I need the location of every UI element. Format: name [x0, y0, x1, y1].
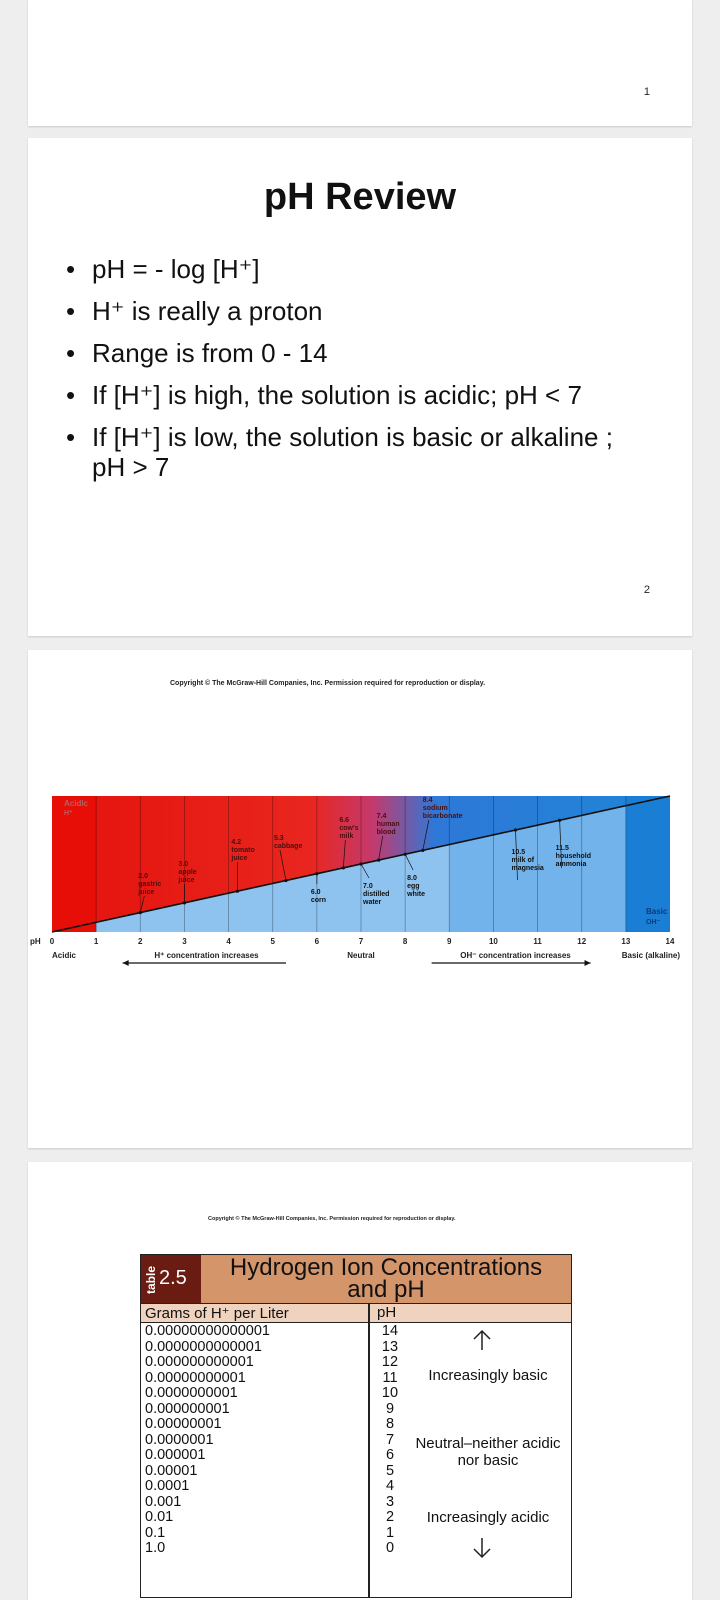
substance-ph-value: 4.2 — [231, 839, 242, 846]
column-header-ph: pH — [377, 1304, 397, 1321]
substance-name: milk of — [511, 857, 535, 864]
grams-column — [145, 1324, 270, 1557]
table-cell-ph: 13 — [381, 1338, 399, 1355]
copyright-notice: Copyright © The McGraw-Hill Companies, Inc. Permission required for reproduction or display. — [208, 1216, 456, 1222]
acidic-corner-label: Acidic — [64, 799, 89, 808]
table-cell-grams: 0.0001 — [145, 1478, 190, 1494]
column-divider — [368, 1304, 370, 1597]
page-3 — [28, 650, 692, 1148]
basic-corner-label: Basic — [646, 907, 668, 916]
substance-name: water — [363, 899, 382, 906]
table-cell-ph: 4 — [385, 1478, 395, 1494]
substance-ph-value: 2.0 — [138, 873, 149, 880]
table-cell-grams: 0.0000000000001 — [145, 1338, 262, 1355]
table-cell-ph: 3 — [385, 1493, 395, 1510]
page-2 — [28, 138, 692, 636]
up-arrow-icon — [472, 1329, 492, 1351]
slide-title: pH Review — [263, 176, 457, 218]
ph-scale-diagram — [28, 780, 692, 1120]
down-arrow-icon — [472, 1537, 492, 1559]
table-cell-ph: 10 — [381, 1385, 399, 1401]
ph-table — [140, 1254, 572, 1598]
table-cell-ph: 5 — [385, 1462, 395, 1479]
substance-name: cabbage — [273, 843, 303, 850]
ph-axis-label: pH — [30, 937, 41, 946]
table-cell-grams: 0.1 — [145, 1524, 166, 1541]
table-cell-ph: 14 — [381, 1323, 399, 1339]
table-cell-grams: 0.00000000001 — [145, 1369, 246, 1386]
oh-increase-label: OH⁻ concentration increases — [460, 951, 571, 960]
substance-ph-value: 8.4 — [422, 797, 433, 804]
note-increasingly-acidic: Increasingly acidic — [426, 1509, 550, 1526]
arrow-left-head-icon — [123, 960, 129, 966]
ph-column — [373, 1324, 407, 1557]
table-cell-ph: 11 — [382, 1369, 398, 1386]
table-cell-grams: 0.00000000000001 — [145, 1323, 270, 1339]
bottom-neutral-label: Neutral — [347, 951, 375, 960]
page-number: 1 — [643, 86, 650, 98]
substance-name: magnesia — [511, 865, 544, 872]
table-cell-grams: 0.0000001 — [145, 1431, 214, 1448]
table-cell-grams: 0.01 — [145, 1509, 174, 1525]
arrow-right-head-icon — [585, 960, 591, 966]
bullet-item: • Range is from 0 - 14 — [66, 338, 647, 368]
substance-name: distilled — [363, 891, 390, 898]
ph-tick-label: 10 — [488, 937, 498, 946]
substance-ph-value: 7.4 — [376, 813, 387, 820]
substance-ph-value: 6.0 — [310, 889, 321, 896]
substance-name: human — [376, 821, 400, 828]
table-header — [141, 1255, 571, 1304]
ph-tick-label: 12 — [577, 937, 587, 946]
table-tag-word: table — [144, 1265, 159, 1295]
table-cell-ph: 0 — [385, 1540, 395, 1556]
ph-tick-label: 0 — [49, 937, 55, 946]
substance-ph-value: 10.5 — [511, 849, 526, 856]
bottom-acidic-label: Acidic — [52, 951, 77, 960]
ph-tick-label: 1 — [93, 937, 99, 946]
table-cell-ph: 6 — [385, 1447, 395, 1463]
substance-ph-value: 5.3 — [273, 835, 284, 842]
ph-tick-label: 13 — [621, 937, 631, 946]
table-cell-ph: 8 — [385, 1416, 395, 1432]
substance-name: cow's — [339, 825, 359, 832]
copyright-notice: Copyright © The McGraw-Hill Companies, Inc. Permission required for reproduction or display. — [170, 680, 486, 687]
page-4 — [28, 1162, 692, 1600]
table-cell-ph: 12 — [381, 1354, 399, 1370]
substance-name: white — [407, 891, 426, 898]
bullet-item: • pH = - log [H⁺] — [66, 254, 647, 284]
substance-name: juice — [231, 855, 248, 862]
substance-name: bicarbonate — [422, 813, 463, 820]
acidic-corner-block — [52, 796, 96, 932]
substance-ph-value: 11.5 — [555, 845, 569, 852]
substance-ph-value: 8.0 — [407, 875, 417, 882]
h-increase-label: H⁺ concentration increases — [154, 951, 259, 960]
table-tag — [141, 1255, 201, 1303]
ph-tick-label: 11 — [533, 937, 542, 946]
substance-ph-value: 3.0 — [178, 861, 189, 868]
ph-tick-label: 3 — [182, 937, 187, 946]
oh-ion-label: OH⁻ — [646, 919, 661, 926]
column-header-grams: Grams of H⁺ per Liter — [145, 1305, 289, 1322]
substance-name: corn — [310, 897, 327, 904]
substance-name: tomato — [231, 847, 255, 854]
substance-name: gastric — [138, 881, 162, 888]
substance-name: milk — [339, 833, 354, 840]
substance-ph-value: 7.0 — [363, 883, 373, 890]
ph-tick-label: 14 — [665, 937, 675, 946]
table-cell-grams: 0.0000000001 — [145, 1385, 238, 1401]
ph-tick-label: 5 — [270, 937, 275, 946]
substance-name: egg — [407, 883, 420, 890]
ph-tick-label: 2 — [138, 937, 143, 946]
page-number: 2 — [643, 584, 650, 596]
table-title: Hydrogen Ion Concentrations and pH — [229, 1254, 543, 1303]
table-cell-grams: 0.000000000001 — [145, 1354, 254, 1370]
substance-name: ammonia — [555, 861, 587, 868]
substance-name: household — [555, 853, 592, 860]
table-cell-grams: 0.000000001 — [145, 1400, 230, 1417]
ph-tick-label: 9 — [447, 937, 452, 946]
h-ion-label: H⁺ — [64, 810, 73, 817]
substance-name: juice — [178, 877, 195, 884]
table-tag-number: 2.5 — [159, 1267, 187, 1289]
ph-tick-label: 7 — [358, 937, 364, 946]
table-cell-grams: 0.001 — [145, 1493, 182, 1510]
table-cell-grams: 0.000001 — [145, 1447, 206, 1463]
bottom-basic-label: Basic (alkaline) — [621, 951, 680, 960]
substance-ph-value: 6.6 — [339, 817, 350, 824]
table-cell-grams: 0.00000001 — [145, 1416, 222, 1432]
bullet-item: • If [H⁺] is high, the solution is acidic; pH < 7 — [66, 380, 647, 410]
page-1 — [28, 0, 692, 126]
ph-tick-label: 4 — [226, 937, 231, 946]
ph-tick-label: 8 — [402, 937, 408, 946]
table-cell-ph: 1 — [385, 1524, 395, 1541]
bullet-item: • If [H⁺] is low, the solution is basic or alkaline ; pH > 7 — [66, 422, 647, 482]
substance-name: apple — [178, 869, 197, 876]
table-cell-grams: 1.0 — [145, 1540, 166, 1556]
ph-tick-label: 6 — [314, 937, 320, 946]
table-cell-ph: 9 — [385, 1400, 395, 1417]
substance-name: blood — [376, 829, 396, 836]
note-increasingly-basic: Increasingly basic — [428, 1367, 548, 1384]
note-neutral: Neutral–neither acidic nor basic — [415, 1435, 561, 1469]
bullet-item: • H⁺ is really a proton — [66, 296, 647, 326]
table-cell-ph: 7 — [385, 1431, 395, 1448]
substance-name: juice — [138, 889, 155, 896]
bullet-list — [66, 254, 647, 494]
column-headers — [141, 1304, 571, 1323]
substance-name: sodium — [422, 805, 448, 812]
table-cell-grams: 0.00001 — [145, 1462, 198, 1479]
table-cell-ph: 2 — [385, 1509, 395, 1525]
